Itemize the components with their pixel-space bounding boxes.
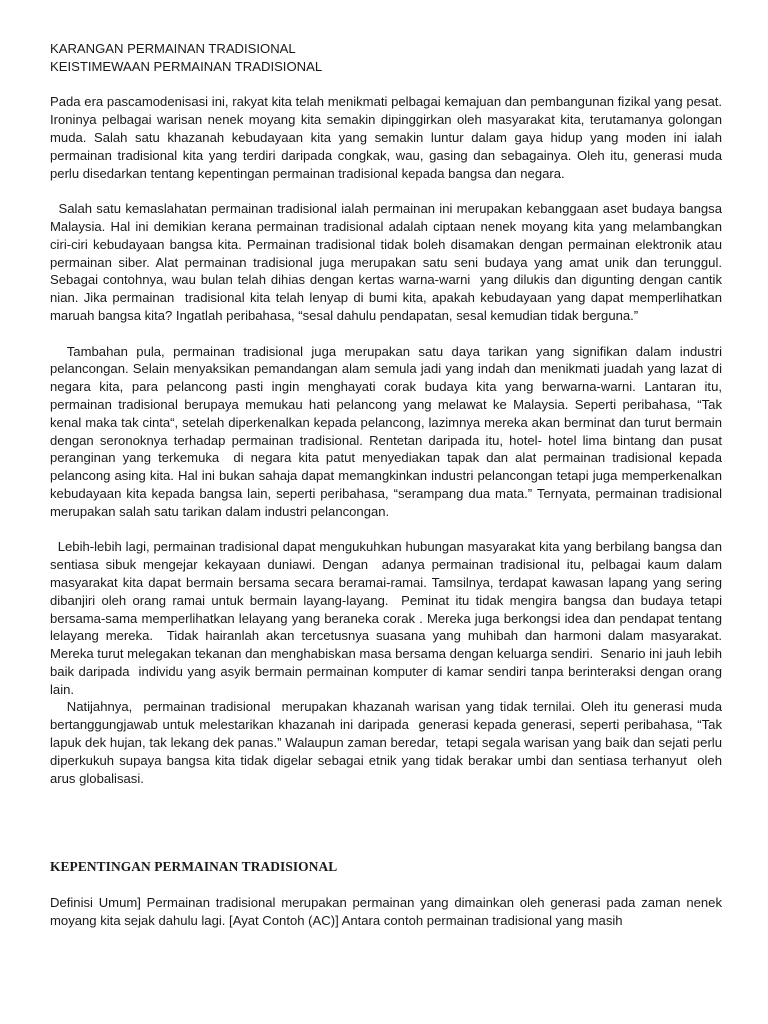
document-body [50, 40, 730, 930]
paragraph-definition: Definisi Umum] Permainan tradisional merupakan permainan yang dimainkan oleh generasi pada zaman nenek moyang kita sejak dahulu lagi. [Ayat Contoh (AC)] Antara contoh permainan tradisional yang masih [50, 895, 722, 928]
paragraph-conclusion: Natijahnya, permainan tradisional merupakan khazanah warisan yang tidak ternilai. Oleh itu generasi muda bertanggungjawab untuk melestarikan khazanah ini daripada generasi kepada generasi, seperti peribahasa, “Tak lapuk dek hujan, tak lekang dek panas.” Walaupun zaman beredar, tetapi segala warisan yang baik dan sejati perlu diperkukuh supaya bangsa kita tidak digelar sebagai etnik yang tidak berakar umbi dan sentiasa terhanyut oleh arus globalisasi. [50, 699, 726, 786]
document-subtitle: KEISTIMEWAAN PERMAINAN TRADISIONAL [50, 58, 323, 74]
paragraph-cultural-asset: Salah satu kemaslahatan permainan tradisional ialah permainan ini merupakan kebanggaan aset budaya bangsa Malaysia. Hal ini demikian kerana permainan tradisional adalah ciptaan nenek moyang kita yang melambangkan ciri-ciri kebudayaan bangsa kita. Permainan tradisional tidak boleh disamakan dengan permainan elektronik atau permainan siber. Alat permainan tradisional juga merupakan satu seni budaya yang amat unik dan terunggul. Sebagai contohnya, wau bulan telah dihias dengan kertas warna-warni yang dilukis dan digunting dengan cantik nian. Jika permainan tradisional kita telah lenyap di bumi kita, apakah kebudayaan yang dapat memperlihatkan maruah bangsa kita? Ingatlah peribahasa, “sesal dahulu pendapatan, sesal kemudian tidak berguna.” [50, 201, 730, 323]
paragraph-introduction: Pada era pascamodenisasi ini, rakyat kita telah menikmati pelbagai kemajuan dan pembangunan fizikal yang pesat. Ironinya pelbagai warisan nenek moyang kita semakin dipinggirkan oleh masyarakat kita, terutamanya golongan muda. Salah satu khazanah kebudayaan kita yang semakin luntur dalam gaya hidup yang moden ini ialah permainan tradisional kita yang terdiri daripada congkak, wau, gasing dan sebagainya. Oleh itu, generasi muda perlu disedarkan tentang kepentingan permainan tradisional kepada bangsa dan negara. [50, 94, 722, 181]
paragraph-community-bonds: Lebih-lebih lagi, permainan tradisional dapat mengukuhkan hubungan masyarakat kita yang berbilang bangsa dan sentiasa sibuk mengejar kekayaan duniawi. Dengan adanya permainan tradisional itu, pelbagai kaum dalam masyarakat kita dapat bermain bersama secara beramai-ramai. Tamsilnya, terdapat kawasan lapang yang sering dibanjiri oleh orang ramai untuk bermain layang-layang. Peminat itu tidak mengira bangsa dan budaya tetapi bersama-sama memperlihatkan lelayang yang beraneka corak . Mereka juga berkongsi idea dan pendapat tentang lelayang mereka. Tidak hairanlah akan tercetusnya suasana yang muhibah dan harmoni dalam masyarakat. Mereka turut melegakan tekanan dan menghabiskan masa bersama dengan keluarga sendiri. Senario ini jauh lebih baik daripada individu yang asyik bermain permainan komputer di kamar sendiri tanpa berinteraksi dengan orang lain. [50, 539, 726, 697]
document-title: KARANGAN PERMAINAN TRADISIONAL [50, 41, 296, 56]
paragraph-tourism: Tambahan pula, permainan tradisional juga merupakan satu daya tarikan yang signifikan dalam industri pelancongan. Selain menyaksikan pemandangan alam semula jadi yang indah dan menikmati juadah yang lazat di negara kita, para pelancong pasti ingin menghayati corak budaya kita yang berwarna-warni. Lantaran itu, permainan tradisional berupaya memukau hati pelancong yang melawat ke Malaysia. Seperti peribahasa, “Tak kenal maka tak cinta“, setelah diperkenalkan kepada pelancong, lazimnya mereka akan berminat dan turut bermain dengan seronoknya terhadap permainan tradisional. Rentetan daripada itu, hotel- hotel lima bintang dan pusat peranginan yang terkemuka di negara kita patut menyediakan tapak dan alat permainan tradisional kepada pelancong asing kita. Hal ini bukan sahaja dapat memangkinkan industri pelancongan tetapi juga memperkenalkan kebudayaan kita kepada bangsa lain, seperti peribahasa, “serampang dua mata.” Ternyata, permainan tradisional merupakan salah satu tarikan dalam industri pelancongan. [50, 343, 726, 519]
section-heading: KEPENTINGAN PERMAINAN TRADISIONAL [50, 859, 338, 875]
